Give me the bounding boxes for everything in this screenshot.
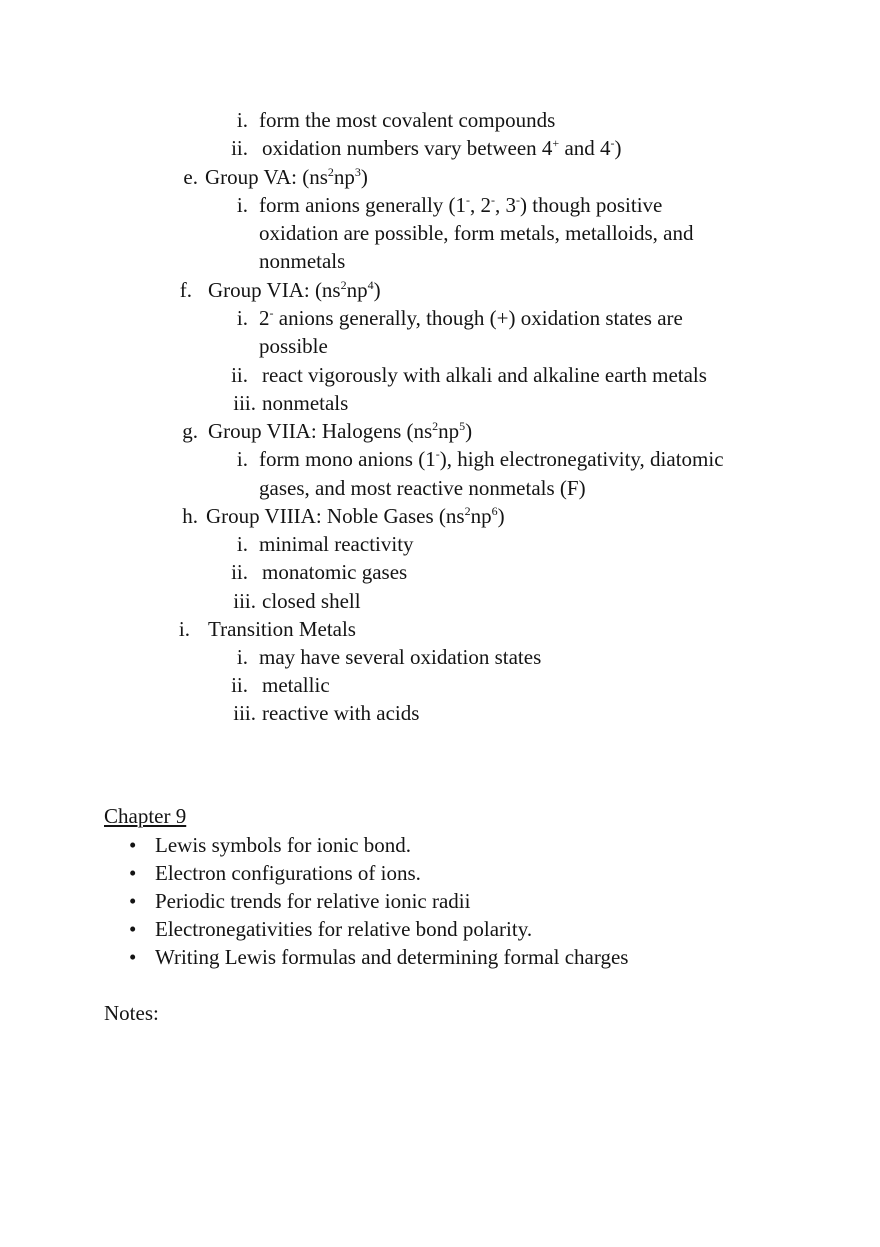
notes-label: Notes: xyxy=(104,1001,159,1025)
list-item-text-continued: gases, and most reactive nonmetals (F) xyxy=(259,476,586,500)
list-marker: ii. xyxy=(231,673,248,697)
list-item-text-continued: nonmetals xyxy=(259,249,346,273)
list-item-text-continued: oxidation are possible, form metals, metalloids, and xyxy=(259,221,694,245)
list-item-text: closed shell xyxy=(262,589,361,613)
list-item-text: react vigorously with alkali and alkaline earth metals xyxy=(262,363,707,387)
list-marker: iii. xyxy=(233,589,256,613)
list-marker: i. xyxy=(236,447,248,471)
group-marker: f. xyxy=(179,278,192,302)
list-item-text: form the most covalent compounds xyxy=(259,108,556,132)
list-item-text: oxidation numbers vary between 4+ and 4-) xyxy=(262,136,622,160)
list-marker: i. xyxy=(236,306,248,330)
list-item-text: form mono anions (1-), high electronegativity, diatomic xyxy=(259,447,724,471)
group-heading: Group VA: $(ns^2np^3)$ xyxy=(205,165,368,189)
bullet-item-text: Writing Lewis formulas and determining formal charges xyxy=(155,945,629,969)
bullet-item-text: Lewis symbols for ionic bond. xyxy=(155,833,412,857)
group-heading: Group VIIIA: Noble Gases $(ns^2np^6)$ xyxy=(206,504,505,528)
list-item-text: minimal reactivity xyxy=(259,532,414,556)
bullet-icon: • xyxy=(129,945,137,969)
list-marker: ii. xyxy=(231,560,248,584)
list-item-text: reactive with acids xyxy=(262,701,420,725)
bullet-item-text: Periodic trends for relative ionic radii xyxy=(155,889,471,913)
bullet-item-text: Electron configurations of ions. xyxy=(155,861,421,885)
bullet-icon: • xyxy=(129,889,137,913)
group-marker: g. xyxy=(182,419,198,443)
list-marker: i. xyxy=(236,645,248,669)
bullet-item-text: Electronegativities for relative bond polarity. xyxy=(155,917,533,941)
list-item-text: nonmetals xyxy=(262,391,349,415)
bullet-icon: • xyxy=(129,861,137,885)
group-heading: Transition Metals xyxy=(208,617,356,641)
bullet-icon: • xyxy=(129,833,137,857)
list-item-text: form anions generally (1-, 2-, 3-) though positive xyxy=(259,193,663,217)
group-heading: Group VIIA: Halogens $(ns^2np^5)$ xyxy=(208,419,473,443)
list-marker: iii. xyxy=(233,391,256,415)
list-marker: ii. xyxy=(231,136,248,160)
group-marker: h. xyxy=(182,504,198,528)
group-marker: e. xyxy=(183,165,198,189)
list-item-text: metallic xyxy=(262,673,330,697)
bullet-icon: • xyxy=(129,917,137,941)
chapter-heading: Chapter 9 xyxy=(104,804,187,828)
list-marker: i. xyxy=(236,532,248,556)
list-item-text: 2- anions generally, though (+) oxidation states are xyxy=(259,306,683,330)
list-marker: ii. xyxy=(231,363,248,387)
list-marker: i. xyxy=(236,193,248,217)
list-item-text: may have several oxidation states xyxy=(259,645,542,669)
list-marker: i. xyxy=(236,108,248,132)
list-marker: iii. xyxy=(233,701,256,725)
group-marker: i. xyxy=(178,617,190,641)
list-item-text: monatomic gases xyxy=(262,560,408,584)
list-item-text-continued: possible xyxy=(259,334,328,358)
group-heading: Group VIA: $(ns^2np^4)$ xyxy=(208,278,381,302)
